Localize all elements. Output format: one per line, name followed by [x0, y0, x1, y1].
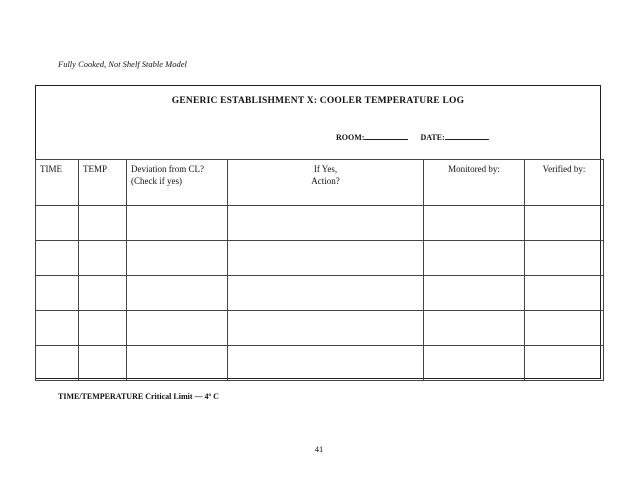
table-row: [36, 346, 604, 381]
column-header-action: [228, 160, 424, 206]
table-cell[interactable]: [424, 311, 525, 346]
column-header-subline: Action?: [311, 176, 340, 186]
table-cell[interactable]: [228, 346, 424, 381]
log-title: GENERIC ESTABLISHMENT X: COOLER TEMPERATURE LOG: [171, 96, 465, 106]
table-cell[interactable]: [79, 311, 127, 346]
column-header-temp: [79, 160, 127, 206]
table-cell[interactable]: [79, 241, 127, 276]
room-date-line: [336, 131, 499, 142]
column-header-monitored: [424, 160, 525, 206]
column-header-line: Deviation from CL?: [131, 164, 204, 174]
model-title: Fully Cooked, Not Shelf Stable Model: [58, 59, 187, 69]
log-table-body: [36, 206, 604, 381]
table-cell[interactable]: [228, 206, 424, 241]
table-cell[interactable]: [79, 346, 127, 381]
room-label: ROOM:: [336, 133, 365, 142]
table-cell[interactable]: [127, 241, 228, 276]
log-table: [35, 159, 604, 381]
table-row: [36, 311, 604, 346]
table-cell[interactable]: [127, 346, 228, 381]
table-cell[interactable]: [424, 206, 525, 241]
table-cell[interactable]: [424, 346, 525, 381]
date-label: DATE:: [420, 133, 445, 142]
page-number: 41: [314, 444, 324, 454]
column-header-line: TEMP: [83, 164, 108, 174]
table-cell[interactable]: [79, 276, 127, 311]
table-cell[interactable]: [525, 346, 604, 381]
table-cell[interactable]: [525, 276, 604, 311]
table-cell[interactable]: [36, 311, 79, 346]
table-cell[interactable]: [36, 346, 79, 381]
table-row: [36, 206, 604, 241]
table-cell[interactable]: [424, 276, 525, 311]
critical-limit-note: TIME/TEMPERATURE Critical Limit — 4º C: [58, 392, 219, 401]
table-row: [36, 276, 604, 311]
column-header-deviation: [127, 160, 228, 206]
table-cell[interactable]: [228, 276, 424, 311]
table-cell[interactable]: [424, 241, 525, 276]
column-header-time: [36, 160, 79, 206]
table-header-row: [36, 160, 604, 206]
column-header-line: Verified by:: [542, 164, 586, 174]
table-cell[interactable]: [127, 311, 228, 346]
table-cell[interactable]: [127, 206, 228, 241]
table-cell[interactable]: [79, 206, 127, 241]
table-cell[interactable]: [525, 311, 604, 346]
table-cell[interactable]: [525, 206, 604, 241]
table-cell[interactable]: [228, 241, 424, 276]
column-header-line: If Yes,: [313, 164, 338, 174]
table-cell[interactable]: [36, 276, 79, 311]
table-cell[interactable]: [525, 241, 604, 276]
table-cell[interactable]: [36, 241, 79, 276]
column-header-subline: (Check if yes): [131, 176, 182, 186]
table-cell[interactable]: [127, 276, 228, 311]
column-header-line: Monitored by:: [448, 164, 500, 174]
temperature-log-box: [35, 85, 601, 379]
table-cell[interactable]: [36, 206, 79, 241]
room-blank: [364, 131, 408, 140]
table-cell[interactable]: [228, 311, 424, 346]
column-header-line: TIME: [40, 164, 62, 174]
table-row: [36, 241, 604, 276]
column-header-verified: [525, 160, 604, 206]
date-blank: [445, 131, 489, 140]
